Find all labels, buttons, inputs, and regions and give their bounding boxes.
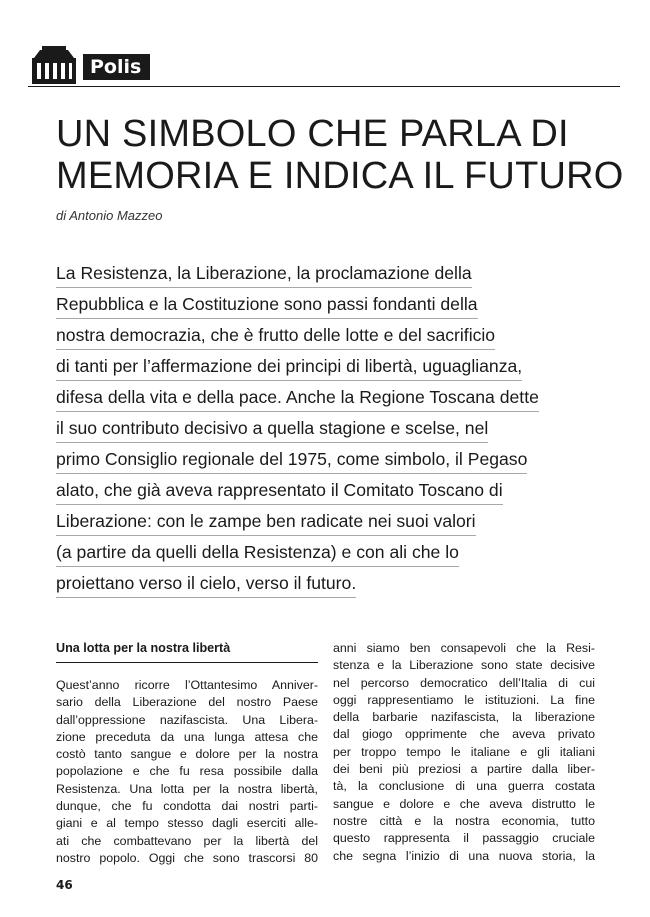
lead-line: La Resistenza, la Liberazione, la proclamazione della (56, 258, 472, 288)
text-line: nostro popolo. Oggi che sono trascorsi 80 (56, 850, 318, 865)
text-line: anni siamo ben consapevoli che la Resi- (333, 641, 595, 655)
text-line: questo rappresenta il passaggio cruciale (333, 831, 595, 846)
lead-line: nostra democrazia, che è frutto delle lotte e del sacrificio (56, 320, 495, 350)
section-label: Polis (83, 54, 150, 80)
byline: di Antonio Mazzeo (56, 208, 163, 223)
page-number: 46 (56, 878, 73, 892)
text-line: zione preceduta da una lunga attesa che (56, 729, 318, 744)
text-line: sangue e dolore e che aveva distrutto le (333, 796, 595, 811)
text-line: dal giogo opprimente che aveva privato (333, 727, 595, 742)
text-line: dei beni più preziosi a partire dalla liber- (333, 762, 595, 777)
text-line: dall’oppressione nazifascista. Una Libera- (56, 712, 318, 727)
building-icon (28, 44, 80, 86)
text-line: costò tanto sangue e dolore per la nostra (56, 747, 318, 762)
lead-line: proiettano verso il cielo, verso il futuro. (56, 568, 356, 598)
lead-line: difesa della vita e della pace. Anche la Regione Toscana dette (56, 382, 539, 412)
title-line: MEMORIA E INDICA IL FUTURO (56, 155, 624, 197)
right-column (333, 640, 595, 865)
lead-line: (a partire da quelli della Resistenza) e con ali che lo (56, 537, 459, 567)
text-line: che segna l’inizio di una nuova storia, la (333, 848, 595, 863)
header-rule (28, 86, 620, 87)
body-text-right (333, 640, 595, 865)
text-line: sario della Liberazione del nostro Paese (56, 695, 318, 710)
text-line: della barbarie nazifascista, la liberazione (333, 710, 595, 725)
section-header (28, 44, 150, 86)
left-column (56, 640, 318, 867)
text-line: stenza e la Liberazione sono state decisive (333, 658, 595, 673)
text-line: giani e al tempo stesso dagli eserciti alle- (56, 816, 318, 831)
lead-line: alato, che già aveva rappresentato il Comitato Toscano di (56, 475, 503, 505)
text-line: nel percorso democratico dell’Italia di cui (333, 675, 595, 690)
lead-line: Liberazione: con le zampe ben radicate nei suoi valori (56, 506, 476, 536)
lead-paragraph (56, 258, 596, 599)
text-line: popolazione e che fu resa possibile dalla (56, 764, 318, 779)
lead-line: il suo contributo decisivo a quella stagione e scelse, nel (56, 413, 488, 443)
lead-line: Repubblica e la Costituzione sono passi fondanti della (56, 289, 478, 319)
article-title (56, 113, 636, 197)
text-line: Quest’anno ricorre l’Ottantesimo Anniver- (56, 678, 318, 692)
lead-line: primo Consiglio regionale del 1975, come simbolo, il Pegaso (56, 444, 527, 474)
text-line: dunque, che fu condotta dai nostri parti- (56, 799, 318, 814)
lead-line: di tanti per l’affermazione dei principi di libertà, uguaglianza, (56, 351, 522, 381)
text-line: per troppo tempo le italiane e gli italiani (333, 744, 595, 759)
text-line: nostre città e la nostra economia, tutto (333, 813, 595, 828)
body-text-left (56, 677, 318, 867)
text-line: oggi rappresentiamo le istituzioni. La fine (333, 692, 595, 707)
text-line: ati che combattevano per la libertà del (56, 833, 318, 848)
section-subhead: Una lotta per la nostra libertà (56, 640, 318, 663)
text-line: Resistenza. Una lotta per la nostra libertà, (56, 781, 318, 796)
text-line: tà, la conclusione di una guerra costata (333, 779, 595, 794)
title-line: UN SIMBOLO CHE PARLA DI (56, 113, 569, 155)
